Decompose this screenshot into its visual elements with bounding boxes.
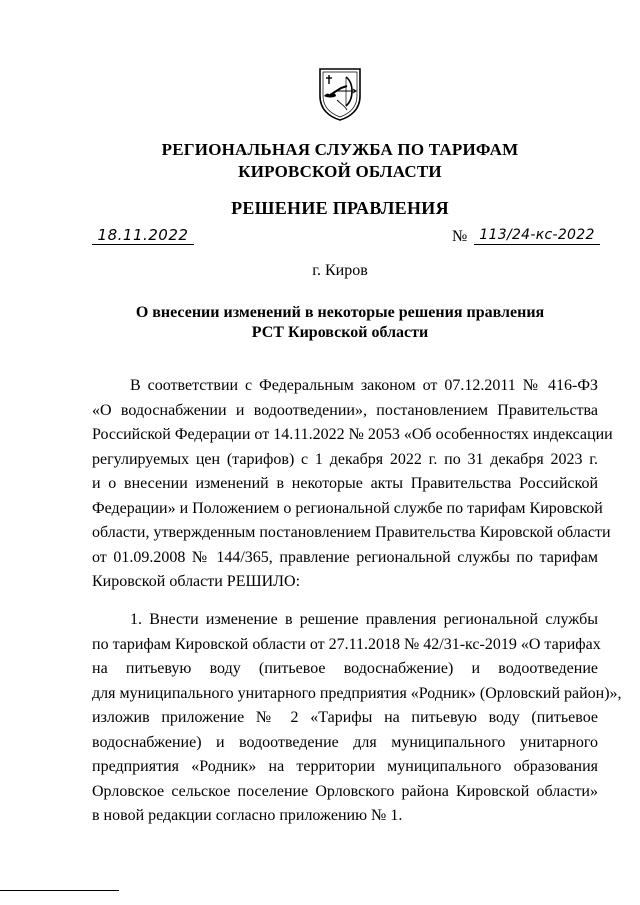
decision-date: 18.11.2022 (92, 226, 194, 245)
coat-of-arms-icon (317, 66, 363, 122)
city-label: г. Киров (312, 262, 368, 279)
text-line: Орловское сельское поселение Орловского района Кировской области» (92, 782, 598, 800)
text-line: водоснабжение) и водоотведение для муниципального унитарного (92, 733, 598, 751)
decision-number: 113/24-кс-2022 (474, 226, 600, 245)
text-line: области, утвержденным постановлением Правительства Кировской области (92, 524, 611, 541)
agency-name-line1: РЕГИОНАЛЬНАЯ СЛУЖБА ПО ТАРИФАМ (161, 140, 519, 159)
text-line: Российской Федерации от 14.11.2022 № 2053 «Об особенностях индексации (92, 426, 613, 443)
subject-line1: О внесении изменений в некоторые решения правления (135, 304, 545, 321)
text-line: регулируемых цен (тарифов) с 1 декабря 2022 г. по 31 декабря 2023 г. (92, 450, 598, 468)
text-line: от 01.09.2008 № 144/365, правление региональной службы по тарифам (92, 548, 598, 566)
text-line: Кировской области РЕШИЛО: (92, 573, 301, 590)
text-line: предприятия «Родник» на территории муниципального образования (92, 758, 598, 775)
text-line: 1. Внести изменение в решение правления региональной службы (130, 611, 598, 628)
text-line: по тарифам Кировской области от 27.11.2018 № 42/31-кс-2019 «О тарифах (92, 635, 601, 653)
paragraph-2 (92, 608, 622, 829)
text-line: «О водоснабжении и водоотведении», постановлением Правительства (92, 401, 598, 419)
agency-name-line2: КИРОВСКОЙ ОБЛАСТИ (238, 162, 442, 181)
text-line: для муниципального унитарного предприятия «Родник» (Орловский район)», (92, 684, 622, 702)
text-line: изложив приложение № 2 «Тарифы на питьевую воду (питьевое (92, 709, 598, 726)
paragraph-1 (92, 374, 613, 595)
footnote-divider (0, 890, 119, 891)
subject-line2: РСТ Кировской области (251, 324, 429, 341)
text-line: в новой редакции согласно приложению № 1. (92, 807, 403, 824)
text-line: В соответствии с Федеральным законом от 07.12.2011 № 416-ФЗ (130, 377, 598, 394)
text-line: и о внесении изменений в некоторые акты Правительства Российской (92, 475, 598, 492)
number-sign: № (452, 228, 468, 245)
text-line: Федерации» и Положением о региональной службе по тарифам Кировской (92, 499, 603, 517)
document-title: РЕШЕНИЕ ПРАВЛЕНИЯ (231, 198, 449, 218)
text-line: на питьевую воду (питьевое водоснабжение) и водоотведение (92, 660, 598, 677)
